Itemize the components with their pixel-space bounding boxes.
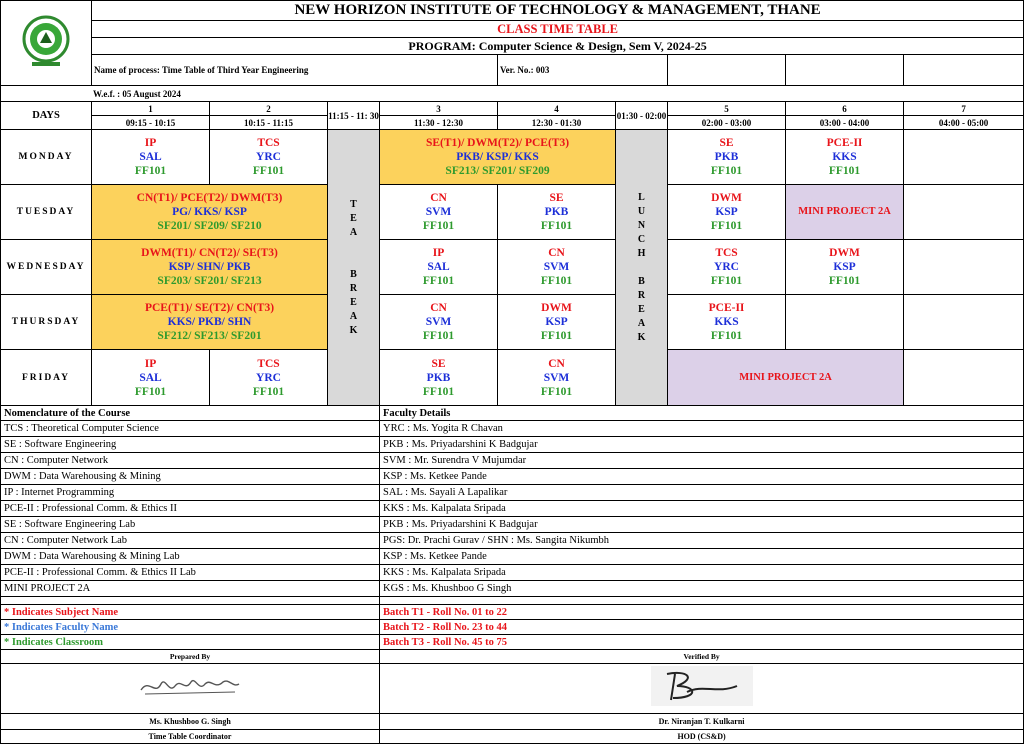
session-cell: SE PKB FF101 — [380, 350, 498, 406]
course-name: TCS : Theoretical Computer Science — [1, 421, 380, 437]
slot-time: 11:30 - 12:30 — [380, 116, 498, 130]
slot-time: 02:00 - 03:00 — [668, 116, 786, 130]
empty-cell — [904, 295, 1024, 350]
institute-logo-icon — [22, 14, 70, 68]
session-cell: TCS YRC FF101 — [210, 130, 328, 185]
empty-cell — [904, 240, 1024, 295]
faculty-name: SVM : Mr. Surendra V Mujumdar — [380, 453, 1024, 469]
institute-name: NEW HORIZON INSTITUTE OF TECHNOLOGY & MANAGEMENT, THANE — [92, 1, 1024, 21]
day-friday: FRIDAY — [1, 350, 92, 406]
lunch-time: 01:30 - 02:00 — [616, 102, 668, 130]
faculty-name: KGS : Ms. Khushboo G Singh — [380, 581, 1024, 597]
faculty-name: PGS: Dr. Prachi Gurav / SHN : Ms. Sangita Nikumbh — [380, 533, 1024, 549]
faculty-name: KSP : Ms. Ketkee Pande — [380, 549, 1024, 565]
day-wednesday: WEDNESDAY — [1, 240, 92, 295]
lab-session-cell: DWM(T1)/ CN(T2)/ SE(T3) KSP/ SHN/ PKB SF203/ SF201/ SF213 — [92, 240, 328, 295]
session-cell: DWM KSP FF101 — [668, 185, 786, 240]
preparer-role: Time Table Coordinator — [1, 730, 380, 744]
nomenclature-title: Nomenclature of the Course — [1, 406, 380, 421]
project-cell: MINI PROJECT 2A — [786, 185, 904, 240]
course-name: MINI PROJECT 2A — [1, 581, 380, 597]
slot-num: 5 — [668, 102, 786, 116]
empty-cell — [904, 350, 1024, 406]
course-name: CN : Computer Network — [1, 453, 380, 469]
project-cell: MINI PROJECT 2A — [668, 350, 904, 406]
course-name: PCE-II : Professional Comm. & Ethics II — [1, 501, 380, 517]
session-cell: CN SVM FF101 — [498, 350, 616, 406]
wef-date: W.e.f. : 05 August 2024 — [1, 86, 1024, 102]
session-cell: TCS YRC FF101 — [668, 240, 786, 295]
days-header: DAYS — [1, 102, 92, 130]
legend-faculty: * Indicates Faculty Name — [1, 620, 380, 635]
session-cell: IP SAL FF101 — [92, 350, 210, 406]
preparer-signature — [1, 664, 380, 714]
session-cell: SE PKB FF101 — [668, 130, 786, 185]
faculty-name: KSP : Ms. Ketkee Pande — [380, 469, 1024, 485]
session-cell: PCE-II KKS FF101 — [786, 130, 904, 185]
slot-num: 1 — [92, 102, 210, 116]
slot-num: 2 — [210, 102, 328, 116]
version-no: Ver. No.: 003 — [498, 55, 668, 86]
slot-num: 3 — [380, 102, 498, 116]
verifier-name: Dr. Niranjan T. Kulkarni — [380, 714, 1024, 730]
doc-title: CLASS TIME TABLE — [92, 21, 1024, 38]
lunch-break: L U N C H B R E A K — [616, 130, 668, 406]
faculty-name: KKS : Ms. Kalpalata Sripada — [380, 565, 1024, 581]
course-name: DWM : Data Warehousing & Mining Lab — [1, 549, 380, 565]
session-cell: SE PKB FF101 — [498, 185, 616, 240]
faculty-name: YRC : Ms. Yogita R Chavan — [380, 421, 1024, 437]
day-thursday: THURSDAY — [1, 295, 92, 350]
course-name: IP : Internet Programming — [1, 485, 380, 501]
slot-time: 03:00 - 04:00 — [786, 116, 904, 130]
faculty-name: SAL : Ms. Sayali A Lapalikar — [380, 485, 1024, 501]
course-name: DWM : Data Warehousing & Mining — [1, 469, 380, 485]
lab-session-cell: PCE(T1)/ SE(T2)/ CN(T3) KKS/ PKB/ SHN SF212/ SF213/ SF201 — [92, 295, 328, 350]
session-cell: IP SAL FF101 — [92, 130, 210, 185]
empty-cell — [904, 185, 1024, 240]
session-cell: PCE-II KKS FF101 — [668, 295, 786, 350]
slot-num: 4 — [498, 102, 616, 116]
faculty-title: Faculty Details — [380, 406, 1024, 421]
batch-t2: Batch T2 - Roll No. 23 to 44 — [380, 620, 1024, 635]
slot-num: 6 — [786, 102, 904, 116]
signature-icon — [135, 668, 245, 704]
process-name: Name of process: Time Table of Third Year Engineering — [92, 55, 498, 86]
batch-t1: Batch T1 - Roll No. 01 to 22 — [380, 605, 1024, 620]
session-cell: TCS YRC FF101 — [210, 350, 328, 406]
verified-by-label: Verified By — [380, 650, 1024, 664]
lab-session-cell: SE(T1)/ DWM(T2)/ PCE(T3) PKB/ KSP/ KKS SF213/ SF201/ SF209 — [380, 130, 616, 185]
batch-t3: Batch T3 - Roll No. 45 to 75 — [380, 635, 1024, 650]
slot-time: 09:15 - 10:15 — [92, 116, 210, 130]
logo-cell — [1, 1, 92, 86]
slot-time: 10:15 - 11:15 — [210, 116, 328, 130]
prepared-by-label: Prepared By — [1, 650, 380, 664]
tea-time: 11:15 - 11: 30 — [328, 102, 380, 130]
course-name: CN : Computer Network Lab — [1, 533, 380, 549]
session-cell: CN SVM FF101 — [380, 295, 498, 350]
verifier-signature — [380, 664, 1024, 714]
day-monday: MONDAY — [1, 130, 92, 185]
legend-subject: * Indicates Subject Name — [1, 605, 380, 620]
legend-classroom: * Indicates Classroom — [1, 635, 380, 650]
session-cell: IP SAL FF101 — [380, 240, 498, 295]
program-line: PROGRAM: Computer Science & Design, Sem V, 2024-25 — [92, 38, 1024, 55]
slot-time: 04:00 - 05:00 — [904, 116, 1024, 130]
empty-cell — [904, 130, 1024, 185]
session-cell: CN SVM FF101 — [498, 240, 616, 295]
slot-num: 7 — [904, 102, 1024, 116]
faculty-name: KKS : Ms. Kalpalata Sripada — [380, 501, 1024, 517]
lab-session-cell: CN(T1)/ PCE(T2)/ DWM(T3) PG/ KKS/ KSP SF201/ SF209/ SF210 — [92, 185, 328, 240]
empty-cell — [786, 295, 904, 350]
course-name: SE : Software Engineering — [1, 437, 380, 453]
verifier-role: HOD (CS&D) — [380, 730, 1024, 744]
day-tuesday: TUESDAY — [1, 185, 92, 240]
course-name: SE : Software Engineering Lab — [1, 517, 380, 533]
preparer-name: Ms. Khushboo G. Singh — [1, 714, 380, 730]
slot-time: 12:30 - 01:30 — [498, 116, 616, 130]
faculty-name: PKB : Ms. Priyadarshini K Badgujar — [380, 517, 1024, 533]
session-cell: DWM KSP FF101 — [786, 240, 904, 295]
session-cell: CN SVM FF101 — [380, 185, 498, 240]
tea-break: T E A B R E A K — [328, 130, 380, 406]
signature-icon — [647, 664, 757, 708]
faculty-name: PKB : Ms. Priyadarshini K Badgujar — [380, 437, 1024, 453]
session-cell: DWM KSP FF101 — [498, 295, 616, 350]
course-name: PCE-II : Professional Comm. & Ethics II Lab — [1, 565, 380, 581]
